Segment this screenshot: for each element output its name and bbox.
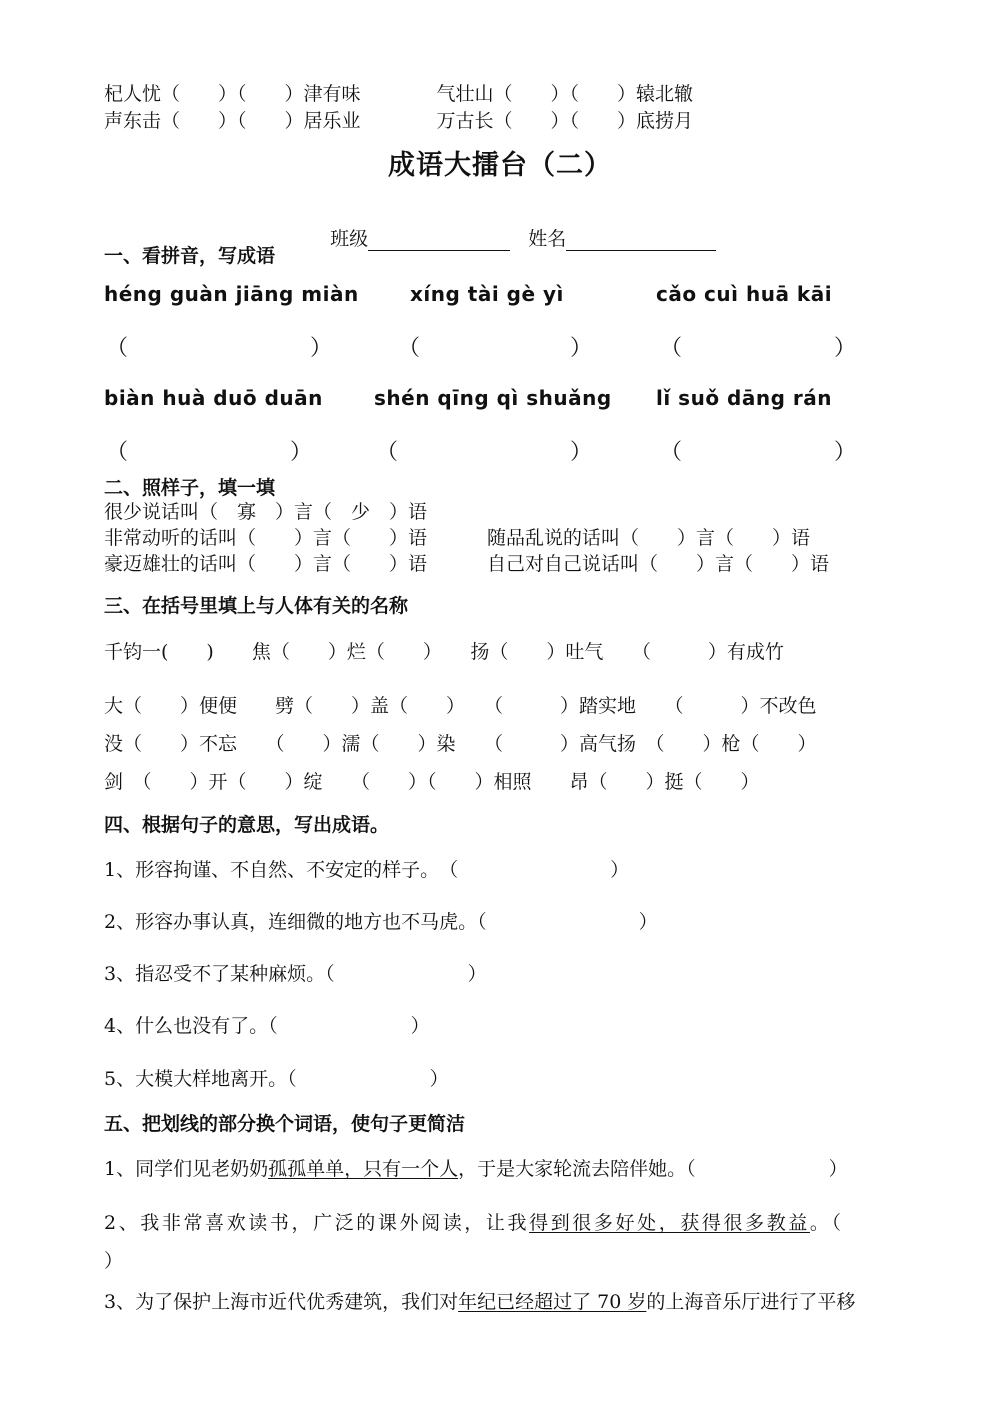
answer-3-close: ）: [834, 336, 857, 361]
body-part-row-1: 千钧一( ) 焦（ ）烂（ ） 扬（ ）吐气 （ ）有成竹: [104, 641, 784, 663]
class-label: 班级: [330, 228, 369, 250]
answer-2-close: ）: [570, 336, 593, 361]
concise-2: [104, 1211, 844, 1235]
idiom-row-1: 杞人忧（ ）（ ）津有味 气壮山（ ）（ ）辕北辙: [104, 83, 694, 105]
body-part-row-3: 没（ ）不忘 （ ）濡（ ）染 （ ）高气扬 （ ）枪（ ）: [104, 733, 817, 755]
fill-item-1: 非常动听的话叫（ ）言（ ）语: [104, 527, 428, 549]
pinyin-1: héng guàn jiāng miàn: [104, 282, 359, 306]
fill-item-4: 自己对自己说话叫（ ）言（ ）语: [487, 553, 830, 575]
body-part-row-2: 大（ ）便便 劈（ ）盖（ ） （ ）踏实地 （ ）不改色: [104, 695, 817, 717]
pinyin-4: biàn huà duō duān: [104, 386, 323, 410]
concise-2-underlined: 得到很多好处，获得很多教益: [529, 1212, 810, 1234]
answer-6-close: ）: [834, 440, 857, 465]
meaning-2: 2、形容办事认真，连细微的地方也不马虎。（ ）: [104, 911, 658, 933]
student-info: [318, 203, 716, 251]
answer-4-close: ）: [290, 440, 313, 465]
name-label: 姓名: [528, 228, 567, 250]
concise-3: [104, 1290, 855, 1314]
section-4-heading: 四、根据句子的意思，写出成语。: [104, 814, 390, 836]
concise-3-pre: 3、为了保护上海市近代优秀建筑，我们对: [104, 1291, 459, 1313]
fill-item-3: 豪迈雄壮的话叫（ ）言（ ）语: [104, 553, 428, 575]
section-2-heading: 二、照样子，填一填: [104, 477, 276, 499]
pinyin-6: lǐ suǒ dāng rán: [656, 386, 832, 410]
answer-1-open: （: [106, 336, 129, 361]
meaning-3: 3、指忍受不了某种麻烦。（ ）: [104, 963, 487, 985]
fill-example: 很少说话叫（ 寡 ）言（ 少 ）语: [104, 501, 428, 523]
section-5-heading: 五、把划线的部分换个词语，使句子更简洁: [104, 1113, 466, 1135]
concise-1: [104, 1157, 848, 1181]
meaning-5: 5、大模大样地离开。（ ）: [104, 1068, 449, 1090]
idiom-row-2: 声东击（ ）（ ）居乐业 万古长（ ）（ ）底捞月: [104, 110, 694, 132]
answer-5-close: ）: [570, 440, 593, 465]
answer-5-open: （: [376, 440, 399, 465]
name-blank[interactable]: [566, 230, 716, 251]
answer-2-open: （: [398, 336, 421, 361]
concise-3-post: 的上海音乐厅进行了平移: [646, 1291, 856, 1313]
section-3-heading: 三、在括号里填上与人体有关的名称: [104, 595, 409, 617]
answer-3-open: （: [660, 336, 683, 361]
pinyin-2: xíng tài gè yì: [410, 282, 564, 306]
section-1-heading: 一、看拼音，写成语: [104, 245, 276, 267]
body-part-row-4: 剑 （ ）开（ ）绽 （ ）（ ）相照 昂（ ）挺（ ）: [104, 771, 760, 793]
page-title: 成语大擂台（二）: [388, 150, 612, 181]
concise-1-pre: 1、同学们见老奶奶: [104, 1158, 269, 1180]
concise-2-post: 。（: [809, 1212, 844, 1234]
fill-item-2: 随品乱说的话叫（ ）言（ ）语: [487, 527, 811, 549]
answer-1-close: ）: [310, 336, 333, 361]
concise-2-pre: 2、我非常喜欢读书，广泛的课外阅读，让我: [104, 1212, 530, 1234]
meaning-1: 1、形容拘谨、不自然、不安定的样子。 （ ）: [104, 859, 630, 881]
concise-2-close: ）: [104, 1250, 124, 1272]
concise-1-underlined: 孤孤单单，只有一个人: [268, 1158, 459, 1180]
answer-6-open: （: [660, 440, 683, 465]
concise-1-post: ，于是大家轮流去陪伴她。（ ）: [458, 1158, 848, 1180]
concise-3-underlined: 年纪已经超过了 70 岁: [458, 1291, 647, 1313]
answer-4-open: （: [106, 440, 129, 465]
class-blank[interactable]: [368, 230, 510, 251]
meaning-4: 4、什么也没有了。（ ）: [104, 1015, 430, 1037]
pinyin-5: shén qīng qì shuǎng: [374, 386, 612, 410]
pinyin-3: cǎo cuì huā kāi: [656, 282, 833, 306]
